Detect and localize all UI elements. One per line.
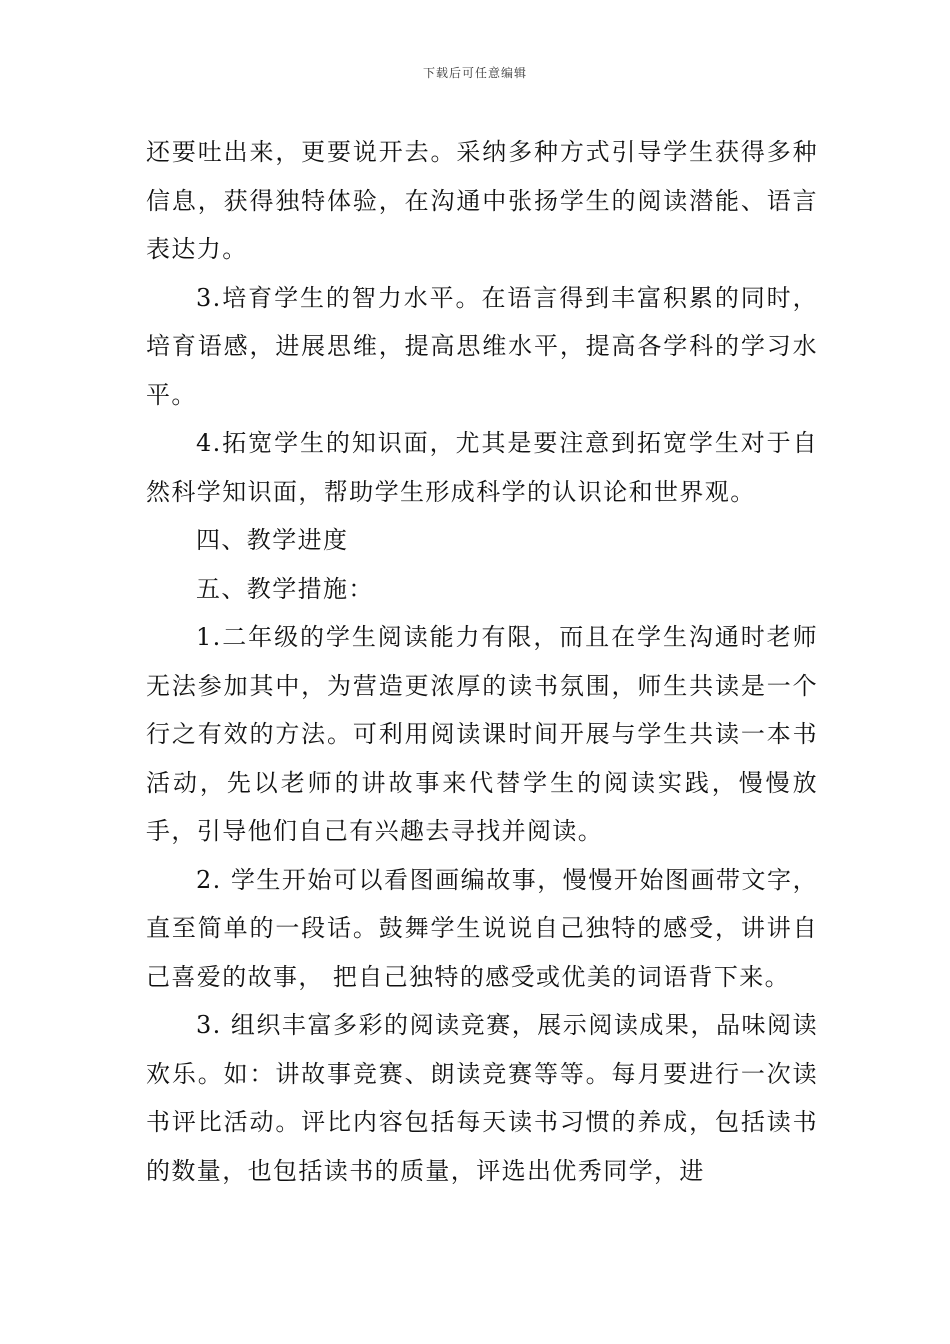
paragraph-item-4-knowledge: 4.拓宽学生的知识面，尤其是要注意到拓宽学生对于自然科学知识面，帮助学生形成科学的认识论和世界观。 [146,429,818,506]
document-body [146,128,818,1195]
header-note: 下载后可任意编辑 [422,66,527,80]
paragraph-item-3-intelligence: 3.培育学生的智力水平。在语言得到丰富积累的同时，培育语感，进展思维，提高思维水平，提高各学科的学习水平。 [146,283,818,409]
section-heading-progress: 四、教学进度 [196,526,349,554]
paragraph-measure-3: 3. 组织丰富多彩的阅读竞赛，展示阅读成果，品味阅读欢乐。如：讲故事竞赛、朗读竞赛等等。每月要进行一次读书评比活动。评比内容包括每天读书习惯的养成，包括读书的数量，也包括读书的质量，评选出优秀同学，进 [146,1011,818,1185]
paragraph-continuation: 还要吐出来，更要说开去。采纳多种方式引导学生获得多种信息，获得独特体验，在沟通中张扬学生的阅读潜能、语言表达力。 [146,138,818,263]
paragraph-measure-2: 2. 学生开始可以看图画编故事，慢慢开始图画带文字，直至简单的一段话。鼓舞学生说说自己独特的感受，讲讲自己喜爱的故事， 把自己独特的感受或优美的词语背下来。 [146,865,818,991]
paragraph-measure-1: 1.二年级的学生阅读能力有限，而且在学生沟通时老师无法参加其中，为营造更浓厚的读书氛围，师生共读是一个行之有效的方法。可利用阅读课时间开展与学生共读一本书活动，先以老师的讲故事来代替学生的阅读实践，慢慢放手，引导他们自己有兴趣去寻找并阅读。 [146,623,818,845]
section-heading-measures: 五、教学措施： [196,574,374,603]
